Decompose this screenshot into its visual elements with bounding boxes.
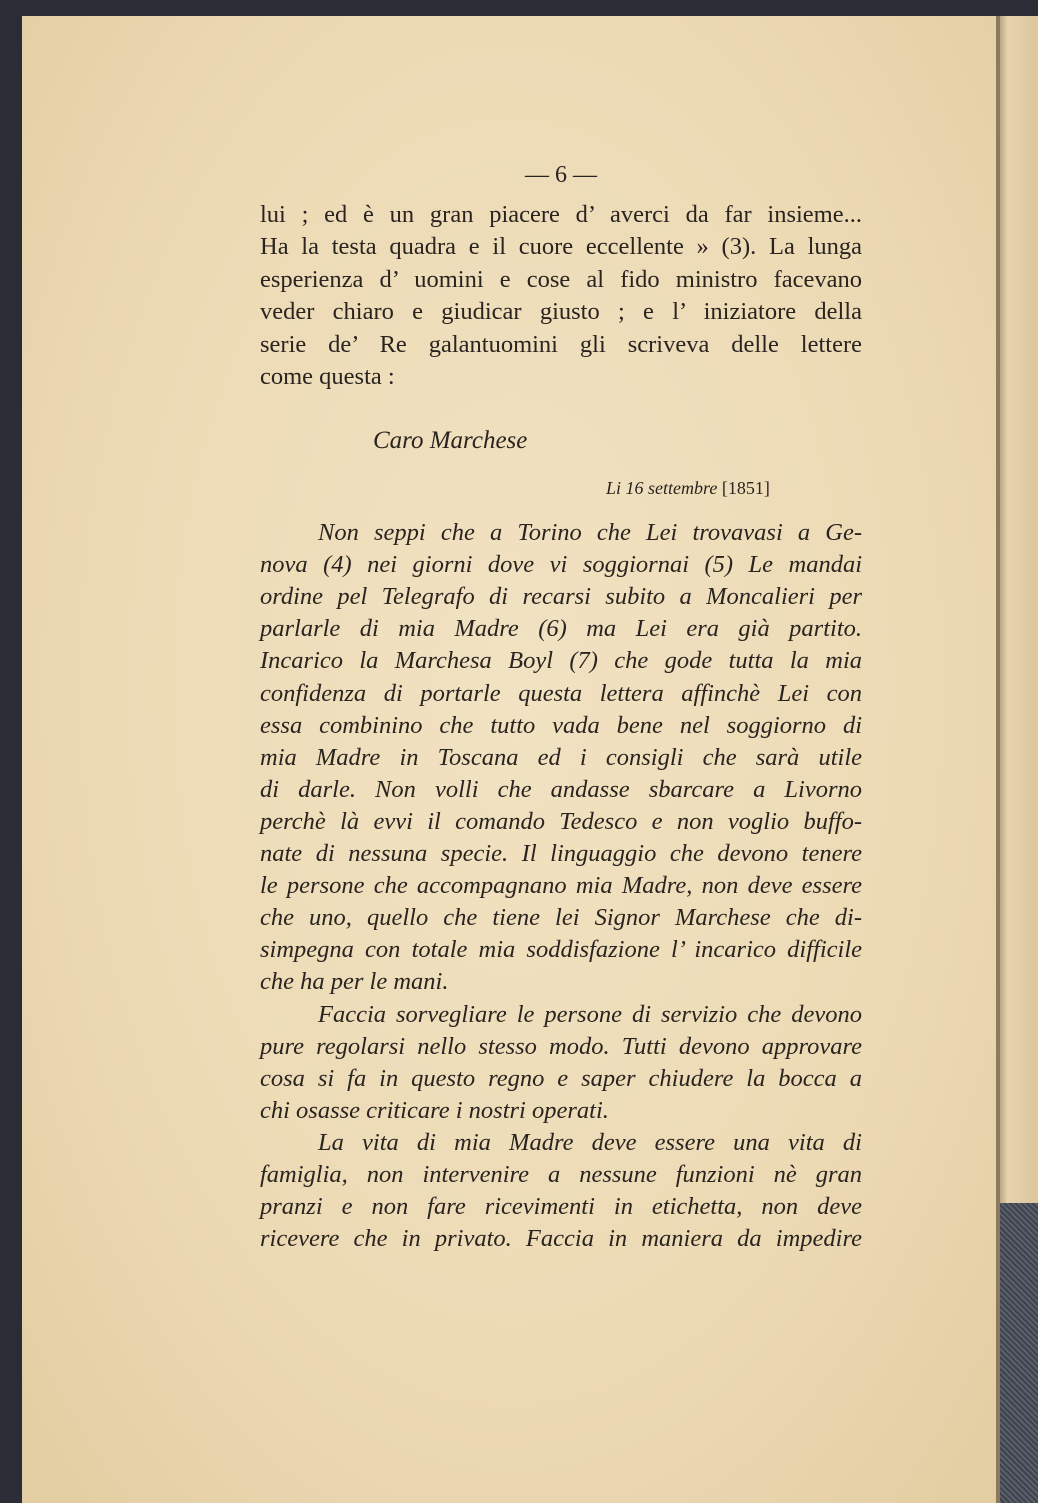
text-line: lui ; ed è un gran piacere d’ averci da far insieme...: [260, 201, 862, 228]
letter-line: nate di nessuna specie. Il linguaggio che devono tenere: [260, 840, 862, 867]
letter-date: [606, 478, 770, 499]
letter-line: nova (4) nei giorni dove vi soggiornai (5) Le mandai: [260, 551, 862, 579]
text-line: come questa :: [260, 363, 395, 390]
letter-line: Non seppi che a Torino che Lei trovavasi a Ge-: [318, 519, 862, 546]
letter-line: famiglia, non intervenire a nessune funzioni nè gran: [260, 1161, 862, 1188]
letter-line: pranzi e non fare ricevimenti in etichetta, non deve: [260, 1193, 862, 1221]
text-line: serie de’ Re galantuomini gli scriveva delle lettere: [260, 330, 862, 358]
binding-cloth: [1000, 1203, 1038, 1503]
letter-line: chi osasse criticare i nostri operati.: [260, 1096, 609, 1124]
letter-line: ricevere che in privato. Faccia in maniera da impedire: [260, 1225, 862, 1253]
letter-line: pure regolarsi nello stesso modo. Tutti devono approvare: [260, 1032, 862, 1060]
letter-line: parlarle di mia Madre (6) ma Lei era già partito.: [260, 615, 862, 643]
letter-line: di darle. Non volli che andasse sbarcare a Livorno: [260, 775, 862, 803]
letter-line: La vita di mia Madre deve essere una vita di: [318, 1128, 862, 1156]
letter-line: perchè là evvi il comando Tedesco e non voglio buffo-: [260, 807, 862, 835]
text-line: Ha la testa quadra e il cuore eccellente » (3). La lunga: [260, 233, 862, 261]
page-number: — 6 —: [525, 162, 597, 188]
letter-line: essa combinino che tutto vada bene nel soggiorno di: [260, 711, 862, 739]
letter-date-year: [1851]: [721, 478, 770, 498]
letter-line: Faccia sorvegliare le persone di servizio che devono: [318, 1000, 862, 1028]
letter-line: mia Madre in Toscana ed i consigli che sarà utile: [260, 743, 862, 771]
text-line: veder chiaro e giudicar giusto ; e l’ iniziatore della: [260, 298, 862, 326]
letter-line: simpegna con totale mia soddisfazione l’ incarico difficile: [260, 936, 862, 964]
letter-line: ordine pel Telegrafo di recarsi subito a Moncalieri per: [260, 583, 862, 611]
letter-date-place: Li 16 settembre: [606, 478, 718, 498]
letter-salutation: Caro Marchese: [373, 427, 528, 454]
letter-line: le persone che accompagnano mia Madre, non deve essere: [260, 872, 862, 900]
letter-line: che ha per le mani.: [260, 968, 449, 996]
letter-line: Incarico la Marchesa Boyl (7) che gode tutta la mia: [260, 647, 862, 675]
letter-line: cosa si fa in questo regno e saper chiudere la bocca a: [260, 1064, 862, 1092]
letter-line: confidenza di portarle questa lettera affinchè Lei con: [260, 679, 862, 707]
letter-line: che uno, quello che tiene lei Signor Marchese che di-: [260, 904, 862, 932]
text-line: esperienza d’ uomini e cose al fido ministro facevano: [260, 265, 862, 293]
